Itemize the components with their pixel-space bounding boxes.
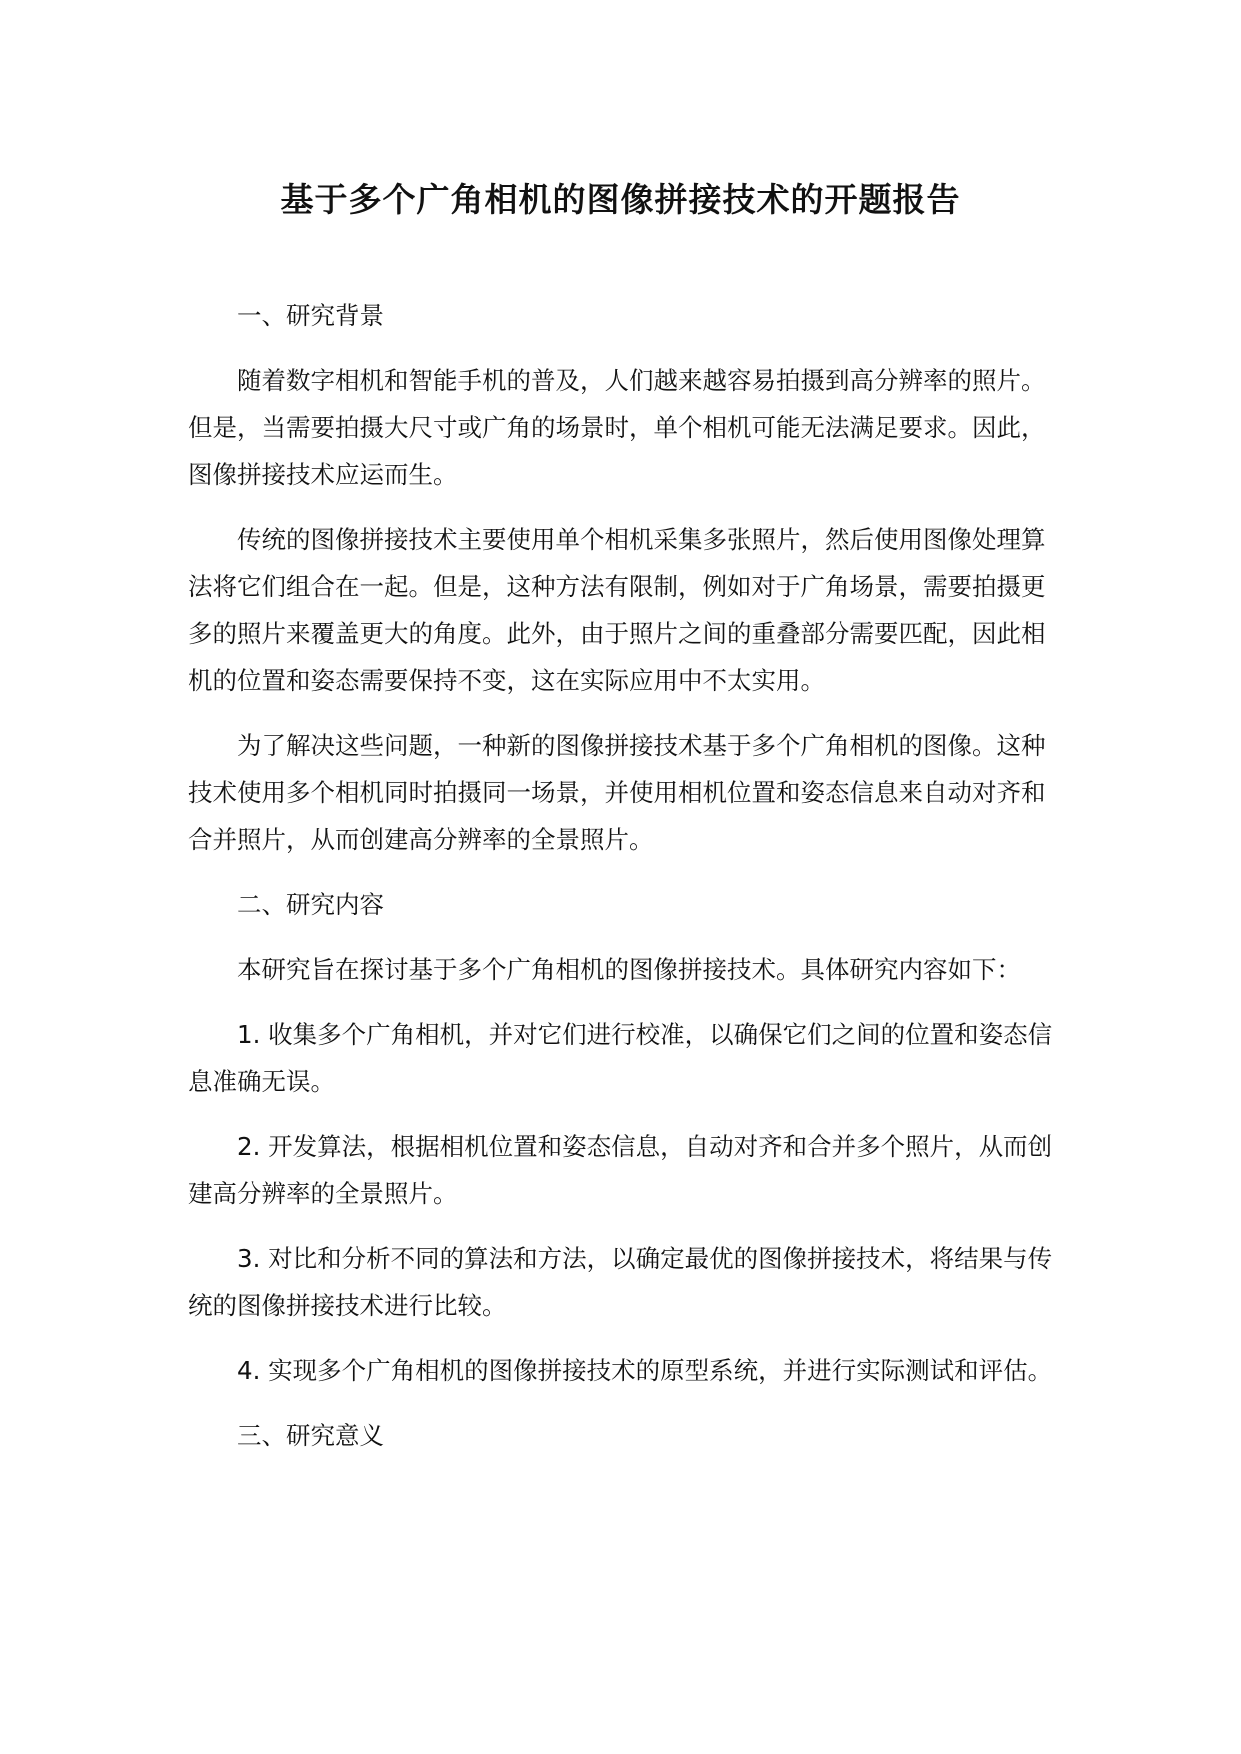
paragraph: 随着数字相机和智能手机的普及，人们越来越容易拍摄到高分辨率的照片。但是，当需要拍摄大尺寸或广角的场景时，单个相机可能无法满足要求。因此，图像拼接技术应运而生。: [188, 366, 1046, 489]
section-heading-significance: 三、研究意义: [237, 1421, 384, 1450]
document-body: [188, 292, 1068, 1477]
list-item: 4. 实现多个广角相机的图像拼接技术的原型系统，并进行实际测试和评估。: [237, 1356, 1053, 1385]
section-heading-background: 一、研究背景: [237, 301, 384, 330]
list-item: 1. 收集多个广角相机，并对它们进行校准，以确保它们之间的位置和姿态信息准确无误。: [188, 1020, 1053, 1096]
list-item: 3. 对比和分析不同的算法和方法，以确定最优的图像拼接技术，将结果与传统的图像拼接技术进行比较。: [188, 1244, 1053, 1320]
paragraph: 传统的图像拼接技术主要使用单个相机采集多张照片，然后使用图像处理算法将它们组合在一起。但是，这种方法有限制，例如对于广角场景，需要拍摄更多的照片来覆盖更大的角度。此外，由于照片之间的重叠部分需要匹配，因此相机的位置和姿态需要保持不变，这在实际应用中不太实用。: [188, 525, 1046, 695]
list-item: 2. 开发算法，根据相机位置和姿态信息，自动对齐和合并多个照片，从而创建高分辨率的全景照片。: [188, 1132, 1053, 1208]
paragraph: 本研究旨在探讨基于多个广角相机的图像拼接技术。具体研究内容如下：: [237, 955, 1021, 984]
paragraph: 为了解决这些问题，一种新的图像拼接技术基于多个广角相机的图像。这种技术使用多个相机同时拍摄同一场景，并使用相机位置和姿态信息来自动对齐和合并照片，从而创建高分辨率的全景照片。: [188, 731, 1046, 854]
document-title: 基于多个广角相机的图像拼接技术的开题报告: [280, 180, 961, 219]
section-heading-content: 二、研究内容: [237, 890, 384, 919]
